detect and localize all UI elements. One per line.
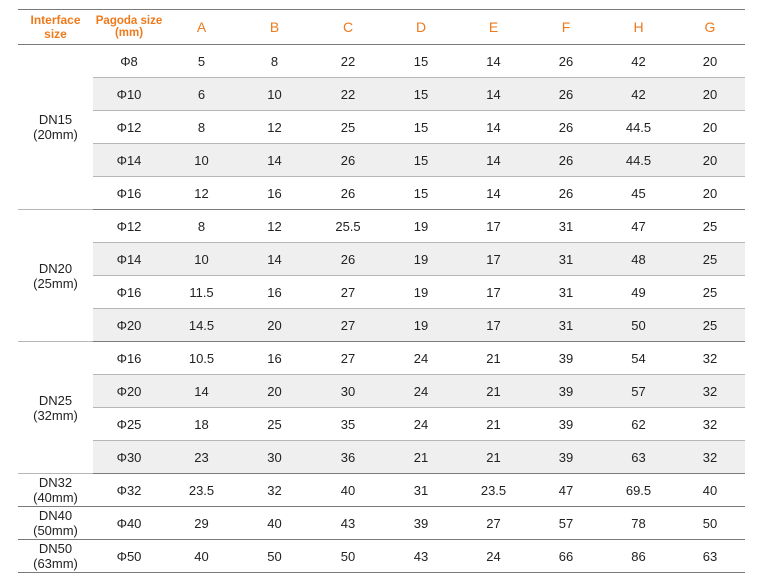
cell-f: 26 <box>530 111 602 144</box>
cell-g: 32 <box>675 375 745 408</box>
cell-h: 42 <box>602 45 675 78</box>
cell-b: 12 <box>238 210 311 243</box>
cell-g: 20 <box>675 78 745 111</box>
cell-c: 26 <box>311 144 385 177</box>
cell-g: 20 <box>675 45 745 78</box>
cell-f: 47 <box>530 474 602 507</box>
cell-a: 14.5 <box>165 309 238 342</box>
cell-d: 24 <box>385 408 457 441</box>
cell-f: 39 <box>530 408 602 441</box>
cell-b: 20 <box>238 375 311 408</box>
table-row <box>18 474 745 507</box>
cell-c: 30 <box>311 375 385 408</box>
cell-d: 21 <box>385 441 457 474</box>
interface-size-cell <box>18 210 93 342</box>
cell-a: 23.5 <box>165 474 238 507</box>
cell-e: 17 <box>457 210 530 243</box>
cell-g: 25 <box>675 309 745 342</box>
cell-a: 29 <box>165 507 238 540</box>
cell-c: 40 <box>311 474 385 507</box>
table-row <box>18 507 745 540</box>
table-row <box>18 276 745 309</box>
cell-a: 8 <box>165 210 238 243</box>
cell-f: 26 <box>530 45 602 78</box>
cell-a: 23 <box>165 441 238 474</box>
header-pagoda-size <box>93 10 165 45</box>
header-e: E <box>457 10 530 45</box>
cell-c: 26 <box>311 243 385 276</box>
cell-b: 16 <box>238 342 311 375</box>
cell-f: 26 <box>530 177 602 210</box>
cell-h: 45 <box>602 177 675 210</box>
cell-g: 25 <box>675 276 745 309</box>
cell-g: 25 <box>675 210 745 243</box>
cell-a: 11.5 <box>165 276 238 309</box>
cell-g: 32 <box>675 408 745 441</box>
cell-c: 36 <box>311 441 385 474</box>
table-row <box>18 309 745 342</box>
interface-size-line: (20mm) <box>33 127 78 142</box>
cell-pagoda: Φ32 <box>93 474 165 507</box>
cell-f: 39 <box>530 441 602 474</box>
cell-e: 23.5 <box>457 474 530 507</box>
interface-size-line: DN40 <box>38 508 73 523</box>
interface-size-cell <box>18 45 93 210</box>
table-row <box>18 375 745 408</box>
cell-pagoda: Φ10 <box>93 78 165 111</box>
cell-e: 21 <box>457 408 530 441</box>
cell-b: 14 <box>238 243 311 276</box>
cell-a: 14 <box>165 375 238 408</box>
cell-g: 40 <box>675 474 745 507</box>
table-row <box>18 177 745 210</box>
header-b: B <box>238 10 311 45</box>
cell-e: 14 <box>457 177 530 210</box>
cell-d: 19 <box>385 243 457 276</box>
cell-b: 14 <box>238 144 311 177</box>
interface-size-cell <box>18 540 93 573</box>
cell-pagoda: Φ50 <box>93 540 165 573</box>
cell-d: 15 <box>385 78 457 111</box>
cell-a: 10.5 <box>165 342 238 375</box>
table-row <box>18 441 745 474</box>
cell-d: 15 <box>385 177 457 210</box>
cell-h: 42 <box>602 78 675 111</box>
cell-g: 20 <box>675 111 745 144</box>
cell-d: 15 <box>385 45 457 78</box>
table-row <box>18 408 745 441</box>
table-row <box>18 45 745 78</box>
interface-size-line: (40mm) <box>33 490 78 505</box>
cell-b: 25 <box>238 408 311 441</box>
interface-size-line: DN20 <box>38 260 73 276</box>
interface-size-cell <box>18 474 93 507</box>
cell-e: 14 <box>457 45 530 78</box>
header-d: D <box>385 10 457 45</box>
cell-h: 44.5 <box>602 111 675 144</box>
cell-d: 15 <box>385 144 457 177</box>
interface-size-cell <box>18 507 93 540</box>
cell-b: 16 <box>238 276 311 309</box>
cell-b: 10 <box>238 78 311 111</box>
cell-c: 43 <box>311 507 385 540</box>
table-row <box>18 243 745 276</box>
cell-c: 27 <box>311 276 385 309</box>
cell-a: 40 <box>165 540 238 573</box>
cell-g: 63 <box>675 540 745 573</box>
header-h: H <box>602 10 675 45</box>
spec-table <box>18 9 745 573</box>
header-pagoda-line2: (mm) <box>114 27 144 39</box>
cell-f: 66 <box>530 540 602 573</box>
table-row <box>18 144 745 177</box>
cell-d: 31 <box>385 474 457 507</box>
cell-e: 14 <box>457 144 530 177</box>
cell-a: 10 <box>165 243 238 276</box>
cell-pagoda: Φ40 <box>93 507 165 540</box>
cell-c: 25.5 <box>311 210 385 243</box>
interface-size-cell <box>18 342 93 474</box>
cell-d: 19 <box>385 309 457 342</box>
cell-b: 40 <box>238 507 311 540</box>
cell-c: 50 <box>311 540 385 573</box>
interface-size-line: (25mm) <box>33 275 78 291</box>
cell-pagoda: Φ20 <box>93 375 165 408</box>
cell-h: 69.5 <box>602 474 675 507</box>
cell-h: 54 <box>602 342 675 375</box>
spec-table-container <box>18 9 745 573</box>
cell-h: 49 <box>602 276 675 309</box>
table-row <box>18 210 745 243</box>
interface-size-line: DN32 <box>38 475 73 490</box>
cell-f: 26 <box>530 78 602 111</box>
cell-h: 48 <box>602 243 675 276</box>
cell-c: 22 <box>311 78 385 111</box>
header-f: F <box>530 10 602 45</box>
cell-e: 17 <box>457 309 530 342</box>
cell-c: 27 <box>311 309 385 342</box>
cell-c: 27 <box>311 342 385 375</box>
cell-a: 12 <box>165 177 238 210</box>
cell-g: 25 <box>675 243 745 276</box>
cell-pagoda: Φ8 <box>93 45 165 78</box>
cell-h: 78 <box>602 507 675 540</box>
cell-d: 39 <box>385 507 457 540</box>
interface-size-line: DN25 <box>38 392 73 408</box>
cell-b: 16 <box>238 177 311 210</box>
cell-g: 32 <box>675 342 745 375</box>
cell-h: 63 <box>602 441 675 474</box>
cell-f: 39 <box>530 375 602 408</box>
cell-f: 26 <box>530 144 602 177</box>
cell-h: 62 <box>602 408 675 441</box>
cell-d: 24 <box>385 342 457 375</box>
cell-c: 25 <box>311 111 385 144</box>
cell-a: 10 <box>165 144 238 177</box>
cell-g: 20 <box>675 144 745 177</box>
cell-e: 24 <box>457 540 530 573</box>
interface-size-line: DN50 <box>38 541 73 556</box>
cell-pagoda: Φ20 <box>93 309 165 342</box>
cell-e: 21 <box>457 375 530 408</box>
cell-e: 21 <box>457 342 530 375</box>
cell-h: 47 <box>602 210 675 243</box>
cell-pagoda: Φ12 <box>93 111 165 144</box>
cell-g: 20 <box>675 177 745 210</box>
cell-h: 44.5 <box>602 144 675 177</box>
cell-c: 26 <box>311 177 385 210</box>
cell-h: 57 <box>602 375 675 408</box>
cell-pagoda: Φ16 <box>93 276 165 309</box>
header-interface-size: Interface size <box>18 10 93 45</box>
cell-f: 31 <box>530 309 602 342</box>
cell-f: 31 <box>530 210 602 243</box>
cell-d: 24 <box>385 375 457 408</box>
cell-e: 21 <box>457 441 530 474</box>
table-row <box>18 111 745 144</box>
header-a: A <box>165 10 238 45</box>
interface-size-line: (50mm) <box>33 523 78 538</box>
interface-size-line: (32mm) <box>33 407 78 423</box>
cell-f: 31 <box>530 276 602 309</box>
cell-b: 8 <box>238 45 311 78</box>
cell-h: 50 <box>602 309 675 342</box>
header-c: C <box>311 10 385 45</box>
cell-b: 12 <box>238 111 311 144</box>
cell-b: 30 <box>238 441 311 474</box>
header-row <box>18 10 745 45</box>
cell-d: 15 <box>385 111 457 144</box>
cell-pagoda: Φ30 <box>93 441 165 474</box>
cell-h: 86 <box>602 540 675 573</box>
cell-pagoda: Φ12 <box>93 210 165 243</box>
cell-pagoda: Φ16 <box>93 177 165 210</box>
cell-d: 43 <box>385 540 457 573</box>
cell-e: 17 <box>457 276 530 309</box>
interface-size-line: (63mm) <box>33 556 78 571</box>
table-row <box>18 342 745 375</box>
cell-b: 50 <box>238 540 311 573</box>
header-pagoda-line1: Pagoda size <box>95 15 163 27</box>
cell-e: 14 <box>457 78 530 111</box>
cell-e: 17 <box>457 243 530 276</box>
cell-g: 32 <box>675 441 745 474</box>
table-body <box>18 45 745 573</box>
cell-f: 57 <box>530 507 602 540</box>
cell-pagoda: Φ16 <box>93 342 165 375</box>
cell-a: 18 <box>165 408 238 441</box>
cell-a: 8 <box>165 111 238 144</box>
cell-f: 31 <box>530 243 602 276</box>
cell-pagoda: Φ14 <box>93 144 165 177</box>
table-row <box>18 78 745 111</box>
cell-pagoda: Φ14 <box>93 243 165 276</box>
cell-e: 14 <box>457 111 530 144</box>
cell-a: 6 <box>165 78 238 111</box>
cell-pagoda: Φ25 <box>93 408 165 441</box>
cell-d: 19 <box>385 276 457 309</box>
cell-d: 19 <box>385 210 457 243</box>
cell-c: 22 <box>311 45 385 78</box>
cell-e: 27 <box>457 507 530 540</box>
cell-c: 35 <box>311 408 385 441</box>
cell-f: 39 <box>530 342 602 375</box>
header-g: G <box>675 10 745 45</box>
table-row <box>18 540 745 573</box>
cell-b: 20 <box>238 309 311 342</box>
cell-b: 32 <box>238 474 311 507</box>
cell-g: 50 <box>675 507 745 540</box>
cell-a: 5 <box>165 45 238 78</box>
interface-size-line: DN15 <box>38 112 73 127</box>
